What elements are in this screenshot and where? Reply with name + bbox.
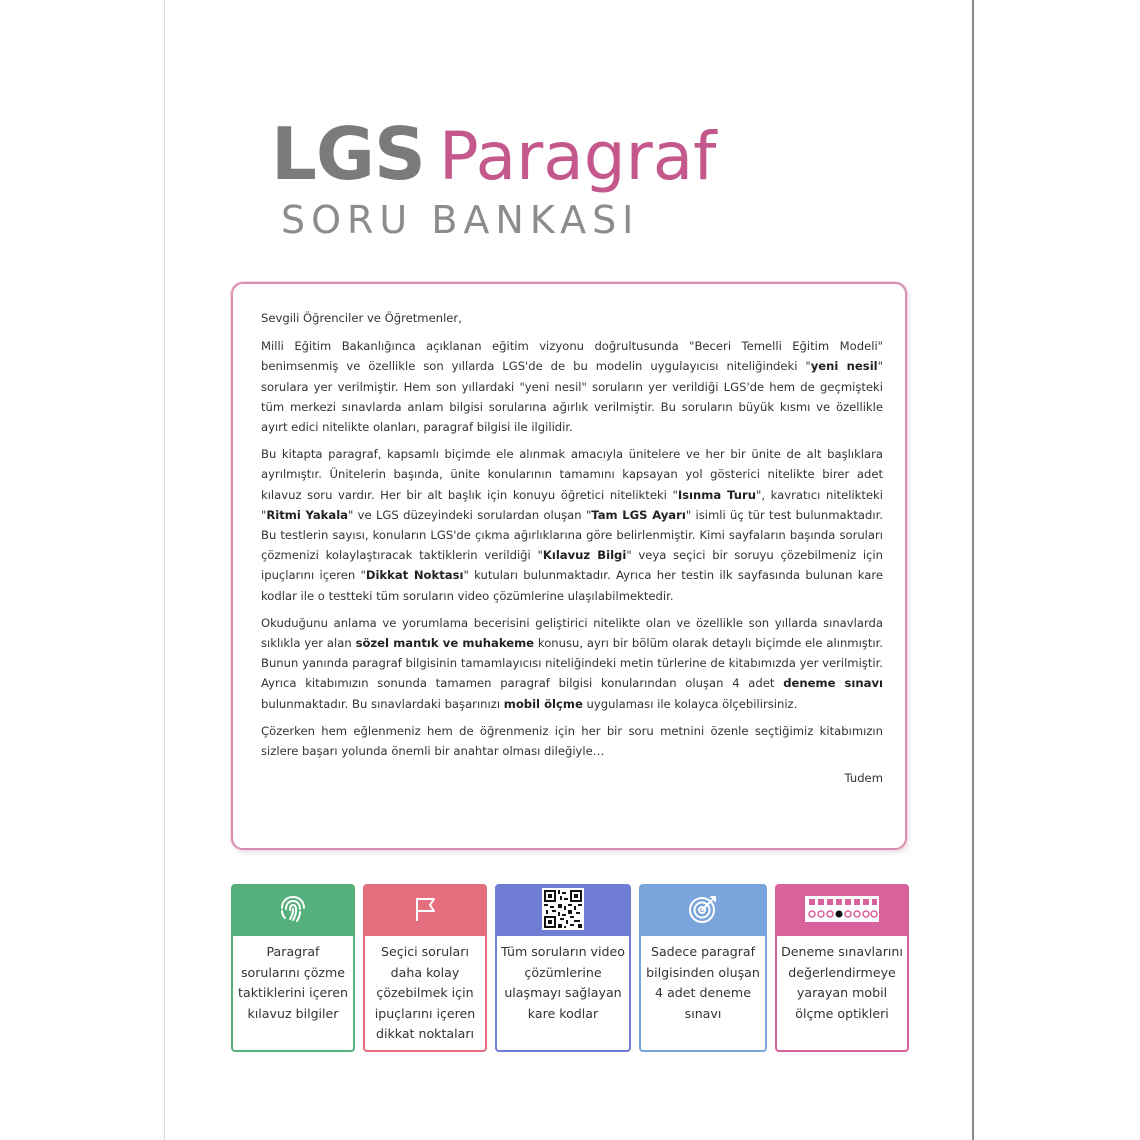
preface-box (231, 282, 907, 850)
target-icon (687, 893, 719, 929)
feature-card-exam (639, 884, 767, 1052)
feature-text: Sadece paragraf bilgisinden oluşan 4 adet deneme sınavı (646, 944, 760, 1021)
book-back-cover (164, 0, 974, 1140)
preface-paragraph-3: Okuduğunu anlama ve yorumlama becerisini geliştirici nitelikte olan ve özellikle son yıllarda sınavlarda sıklıkla yer alan sözel mantık ve muhakeme konusu, ayrı bir bölüm olarak detaylı biçimde ele alınmıştır. Bunun yanında paragraf bilgisinin tamamlayıcısı niteliğindeki metin türlerine de kitabımızda yer verilmiştir. Ayrıca kitabımızın sonunda tamamen paragraf bilgisi konularından oluşan 4 adet deneme sınavı bulunmaktadır. Bu sınavlardaki başarınızı mobil ölçme uygulaması ile kolayca ölçebilirsiniz. (261, 615, 883, 711)
subtitle: SORU BANKASI (281, 198, 640, 242)
answer-sheet-icon (804, 894, 880, 928)
qr-code-icon (542, 888, 584, 934)
feature-text: Paragraf sorularını çözme taktiklerini içeren kılavuz bilgiler (238, 944, 348, 1021)
feature-card-qr (495, 884, 631, 1052)
preface-paragraph-2: Bu kitapta paragraf, kapsamlı biçimde ele alınmak amacıyla ünitelere ve her bir ünite de alt başlıklara ayrılmıştır. Ünitelerin başında, ünite konularının tamamını kapsayan yol gösterici nitelikte birer adet kılavuz soru vardır. Her bir alt başlık için konuyu öğretici nitelikteki "Isınma Turu", kavratıcı nitelikteki "Ritmi Yakala" ve LGS düzeyindeki sorulardan oluşan "Tam LGS Ayarı" isimli üç tür test bulunmaktadır. Bu testlerin sayısı, konuların LGS'de çıkma ağırlıklarına göre belirlenmiştir. Kimi sayfaların başında soruları çözmenizi kolaylaştıracak taktiklerin verildiği "Kılavuz Bilgi" veya seçici bir soruyu çözebilmeniz için ipuçlarını içeren "Dikkat Noktası" kutuları bulunmaktadır. Ayrıca her testin ilk sayfasında bulunan kare kodlar ile o testteki tüm soruların video çözümlerine ulaşılabilmektedir. (261, 447, 884, 603)
fingerprint-icon (278, 894, 308, 928)
feature-text: Deneme sınavlarını değerlendirmeye yarayan mobil ölçme optikleri (781, 944, 903, 1021)
preface-paragraph-4: Çözerken hem eğlenmeniz hem de öğrenmeniz için her bir soru metnini özenle seçtiğimiz kitabımızın sizlere başarı yolunda önemli bir anahtar olması dileğiyle… (261, 723, 883, 759)
preface-paragraph-1: Milli Eğitim Bakanlığınca açıklanan eğitim vizyonu doğrultusunda "Beceri Temelli Eğitim Modeli" benimsenmiş ve özellikle son yıllarda LGS'de de bu modelin uygulayıcısı niteliğindeki "yeni nesil" sorulara yer verilmiştir. Hem son yıllardaki "yeni nesil" soruların yer verildiği LGS'de hem de geçmişteki tüm merkezi sınavlarda anlam bilgisi sorularına ağırlık verilmiştir. Bu soruların büyük kısmı ve özellikle ayırt edici nitelikte olanları, paragraf bilgisi ile ilgilidir. (261, 339, 883, 435)
feature-card-guide (231, 884, 355, 1052)
title-paragraf: Paragraf (438, 118, 717, 195)
feature-cards (231, 884, 911, 1054)
feature-card-attention (363, 884, 487, 1052)
title-block (271, 112, 717, 242)
feature-card-mobile (775, 884, 909, 1052)
preface-signature: Tudem (844, 771, 883, 786)
flag-icon (410, 894, 440, 928)
feature-text: Seçici soruları daha kolay çözebilmek için ipuçlarını içeren dikkat noktaları (374, 944, 476, 1041)
title-lgs: LGS (271, 112, 425, 196)
feature-text: Tüm soruların video çözümlerine ulaşmayı sağlayan kare kodlar (501, 944, 625, 1021)
preface-greeting: Sevgili Öğrenciler ve Öğretmenler, (261, 311, 462, 325)
